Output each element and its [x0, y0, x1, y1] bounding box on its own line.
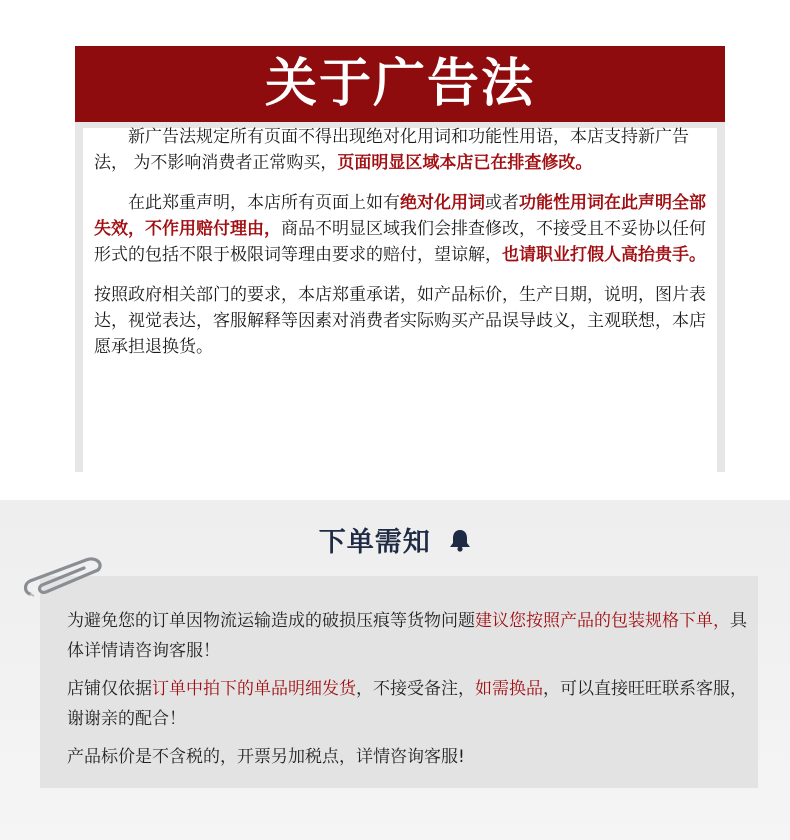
ad-law-paragraph-3: 按照政府相关部门的要求，本店郑重承诺，如产品标价，生产日期，说明，图片表达，视觉表达，客服解释等因素对消费者实际购买产品误导歧义，主观联想，本店愿承担退换货。 [94, 285, 706, 357]
order-p2-text-c: ，不接受备注， [356, 679, 475, 699]
ad-law-title: 关于广告法 [75, 46, 725, 122]
ad-law-p1-text: 新广告法规定所有页面不得出现绝对化用词和功能性用语，本店支持新广告法， 为不影响消费者正常购买， [94, 127, 689, 173]
ad-law-p2-highlight-b: 绝对化用词 [400, 193, 485, 213]
paperclip-icon [22, 554, 106, 608]
order-p1-text-c: 具体详情请咨询客服！ [67, 611, 747, 661]
ad-law-p1-highlight: 页面明显区域本店已在排查修改。 [337, 153, 593, 173]
order-notice-text [67, 606, 747, 780]
ad-law-card [75, 46, 725, 472]
order-notice-paragraph-3: 产品标价是不含税的，开票另加税点，详情咨询客服! [67, 747, 465, 767]
order-p2-highlight-d: 如需换品 [475, 679, 543, 699]
order-p2-highlight-b: 订单中拍下的单品明细发货 [152, 679, 356, 699]
ad-law-paragraph-2 [94, 190, 710, 268]
order-p2-text-a: 店铺仅依据 [67, 679, 152, 699]
ad-law-p2-text-a: 在此郑重声明，本店所有页面上如有 [128, 193, 400, 213]
order-notice-card [40, 576, 758, 788]
ad-law-paragraph-1 [94, 124, 710, 176]
bell-icon [449, 528, 471, 559]
order-p1-text: 为避免您的订单因物流运输造成的破损压痕等货物问题 [67, 611, 475, 631]
order-p2-text-e: ，可以直接旺旺联系客服，谢谢亲的配合！ [67, 679, 747, 729]
ad-law-text [94, 124, 710, 374]
ad-law-p2-highlight-d: 功能性用词在此声明全部失效，不作用赔付理由， [94, 193, 706, 239]
order-p1-highlight: 建议您按照产品的包装规格下单， [475, 611, 730, 631]
ad-law-p2-text-c: 或者 [485, 193, 519, 213]
order-notice-paragraph-1 [67, 606, 747, 666]
order-notice-paragraph-2 [67, 674, 747, 734]
ad-law-p2-text-e: 商品不明显区域我们会排查修改，不接受且不妥协以任何形式的包括不限于极限词等理由要求的赔付，望谅解， [94, 219, 706, 265]
order-notice-section [0, 500, 790, 840]
order-notice-heading [0, 520, 790, 559]
ad-law-p2-highlight-f: 也请职业打假人高抬贵手。 [502, 245, 706, 265]
order-notice-title: 下单需知 [318, 527, 431, 558]
